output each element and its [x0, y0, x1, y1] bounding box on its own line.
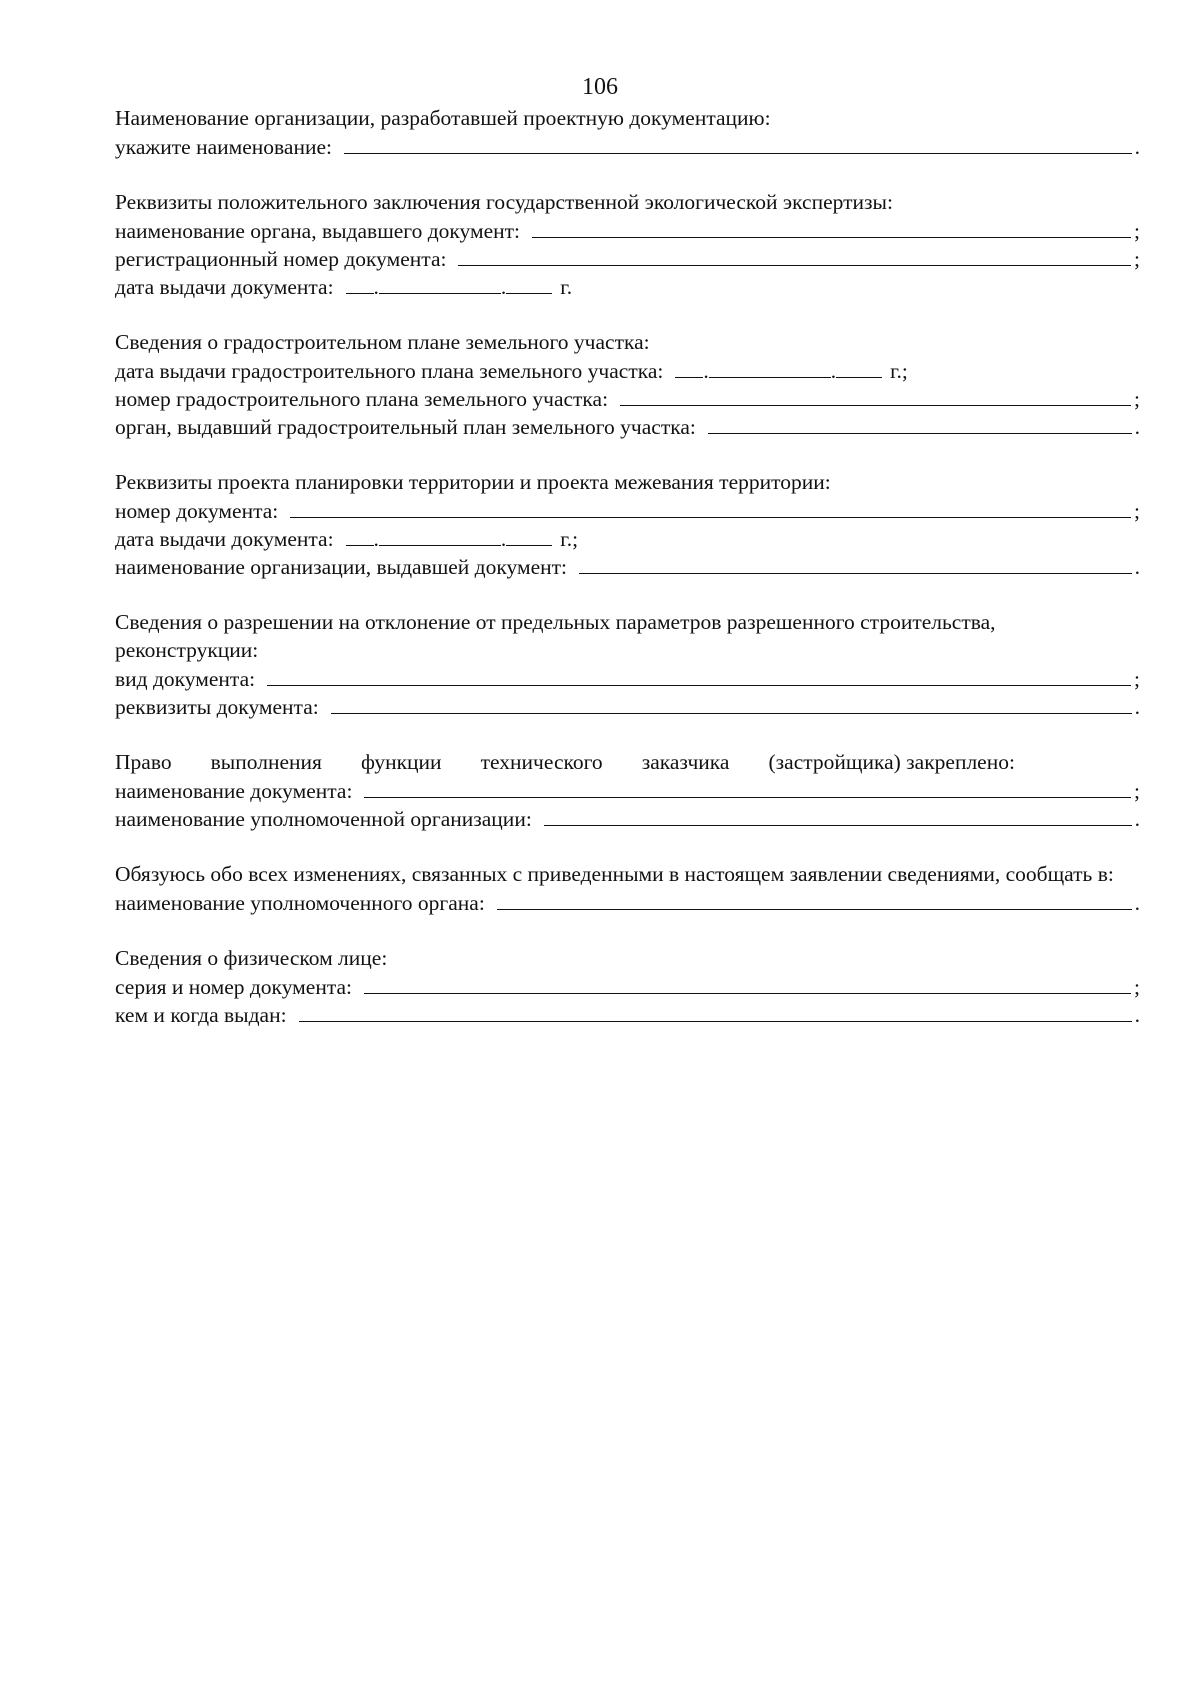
person-issued-field[interactable] [299, 1000, 1132, 1022]
customer-org-field[interactable] [544, 804, 1132, 826]
date-separator: . [830, 359, 837, 383]
date-suffix: г.; [890, 359, 908, 383]
form-content [115, 104, 1140, 1056]
page-number: 106 [582, 74, 618, 100]
line-end-punctuation: ; [1134, 779, 1140, 803]
line-end-punctuation: . [1134, 891, 1140, 915]
deviation-type-field[interactable] [267, 664, 1131, 686]
field-row [115, 132, 1140, 160]
heading-word: функции [360, 750, 442, 774]
person-doc-field[interactable] [364, 972, 1131, 994]
section-design-org [115, 104, 1140, 160]
section-heading: Обязуюсь обо всех изменениях, связанных с приведенными в настоящем заявлении сведениями, сообщать в: [115, 862, 1114, 886]
field-label: наименование организации, выдавшей документ: [115, 555, 568, 579]
heading-word: выполнения [210, 750, 322, 774]
field-row [115, 664, 1140, 692]
date-month-field[interactable] [379, 524, 501, 546]
date-year-field[interactable] [836, 356, 882, 378]
section-heading: Сведения о разрешении на отклонение от предельных параметров разрешенного строительства, реконструкции: [115, 610, 996, 662]
field-label: номер градостроительного плана земельного участка: [115, 387, 609, 411]
field-label: серия и номер документа: [115, 975, 352, 999]
section-gpzu [115, 328, 1140, 440]
field-row [115, 804, 1140, 832]
field-row [115, 244, 1140, 272]
section-heading: Реквизиты положительного заключения государственной экологической экспертизы: [115, 190, 893, 214]
customer-doc-field[interactable] [364, 776, 1131, 798]
date-day-field[interactable] [346, 524, 374, 546]
field-row [115, 552, 1140, 580]
planning-org-field[interactable] [579, 552, 1132, 574]
field-label: реквизиты документа: [115, 695, 319, 719]
field-label: вид документа: [115, 667, 256, 691]
deviation-details-field[interactable] [331, 692, 1132, 714]
section-obligation [115, 860, 1140, 916]
date-row [115, 524, 1140, 552]
date-month-field[interactable] [709, 356, 831, 378]
section-heading: Сведения о физическом лице: [115, 946, 388, 970]
expertise-regnum-field[interactable] [458, 244, 1131, 266]
heading-word: заказчика [641, 750, 730, 774]
field-row [115, 1000, 1140, 1028]
line-end-punctuation: ; [1134, 975, 1140, 999]
date-day-field[interactable] [346, 272, 374, 294]
date-separator: . [500, 527, 507, 551]
field-label: укажите наименование: [115, 135, 332, 159]
section-expertise [115, 188, 1140, 300]
line-end-punctuation: . [1134, 415, 1140, 439]
section-planning [115, 468, 1140, 580]
field-label: наименование уполномоченного органа: [115, 891, 485, 915]
date-separator: . [373, 275, 379, 299]
field-label: наименование уполномоченной организации: [115, 807, 532, 831]
section-deviation [115, 608, 1140, 720]
section-heading: Реквизиты проекта планировки территории и проекта межевания территории: [115, 470, 831, 494]
field-label: орган, выдавший градостроительный план земельного участка: [115, 415, 696, 439]
heading-word: технического [480, 750, 603, 774]
section-person [115, 944, 1140, 1028]
line-end-punctuation: ; [1134, 499, 1140, 523]
date-row [115, 272, 1140, 300]
line-end-punctuation: ; [1134, 667, 1140, 691]
heading-word: (застройщика) закреплено: [768, 750, 1015, 774]
line-end-punctuation: ; [1134, 247, 1140, 271]
section-heading: Сведения о градостроительном плане земельного участка: [115, 330, 650, 354]
date-suffix: г. [560, 275, 573, 299]
heading-word: Право [115, 750, 172, 774]
date-year-field[interactable] [506, 524, 552, 546]
date-separator: . [703, 359, 709, 383]
field-row [115, 972, 1140, 1000]
field-row [115, 776, 1140, 804]
date-year-field[interactable] [506, 272, 552, 294]
field-label: наименование органа, выдавшего документ: [115, 219, 521, 243]
field-label: наименование документа: [115, 779, 353, 803]
line-end-punctuation: . [1134, 1003, 1140, 1027]
field-row [115, 216, 1140, 244]
planning-number-field[interactable] [290, 496, 1131, 518]
section-heading: Наименование организации, разработавшей проектную документацию: [115, 106, 771, 130]
date-month-field[interactable] [379, 272, 501, 294]
date-row [115, 356, 1140, 384]
field-row [115, 496, 1140, 524]
section-heading [115, 748, 1015, 776]
line-end-punctuation: . [1134, 555, 1140, 579]
section-customer [115, 748, 1140, 832]
field-row [115, 412, 1140, 440]
expertise-issuer-field[interactable] [532, 216, 1131, 238]
field-label: номер документа: [115, 499, 279, 523]
obligation-authority-field[interactable] [497, 888, 1132, 910]
line-end-punctuation: . [1134, 135, 1140, 159]
field-label: регистрационный номер документа: [115, 247, 447, 271]
gpzu-issuer-field[interactable] [708, 412, 1132, 434]
line-end-punctuation: ; [1134, 219, 1140, 243]
field-label: дата выдачи градостроительного плана земельного участка: [115, 359, 664, 383]
gpzu-number-field[interactable] [620, 384, 1131, 406]
field-row [115, 384, 1140, 412]
date-separator: . [373, 527, 379, 551]
line-end-punctuation: . [1134, 695, 1140, 719]
field-row [115, 692, 1140, 720]
field-label: кем и когда выдан: [115, 1003, 287, 1027]
design-org-name-field[interactable] [344, 132, 1132, 154]
date-day-field[interactable] [675, 356, 703, 378]
field-row [115, 888, 1140, 916]
date-suffix: г.; [560, 527, 579, 551]
field-label: дата выдачи документа: [115, 527, 334, 551]
line-end-punctuation: ; [1134, 387, 1140, 411]
date-separator: . [500, 275, 507, 299]
line-end-punctuation: . [1134, 807, 1140, 831]
field-label: дата выдачи документа: [115, 275, 334, 299]
